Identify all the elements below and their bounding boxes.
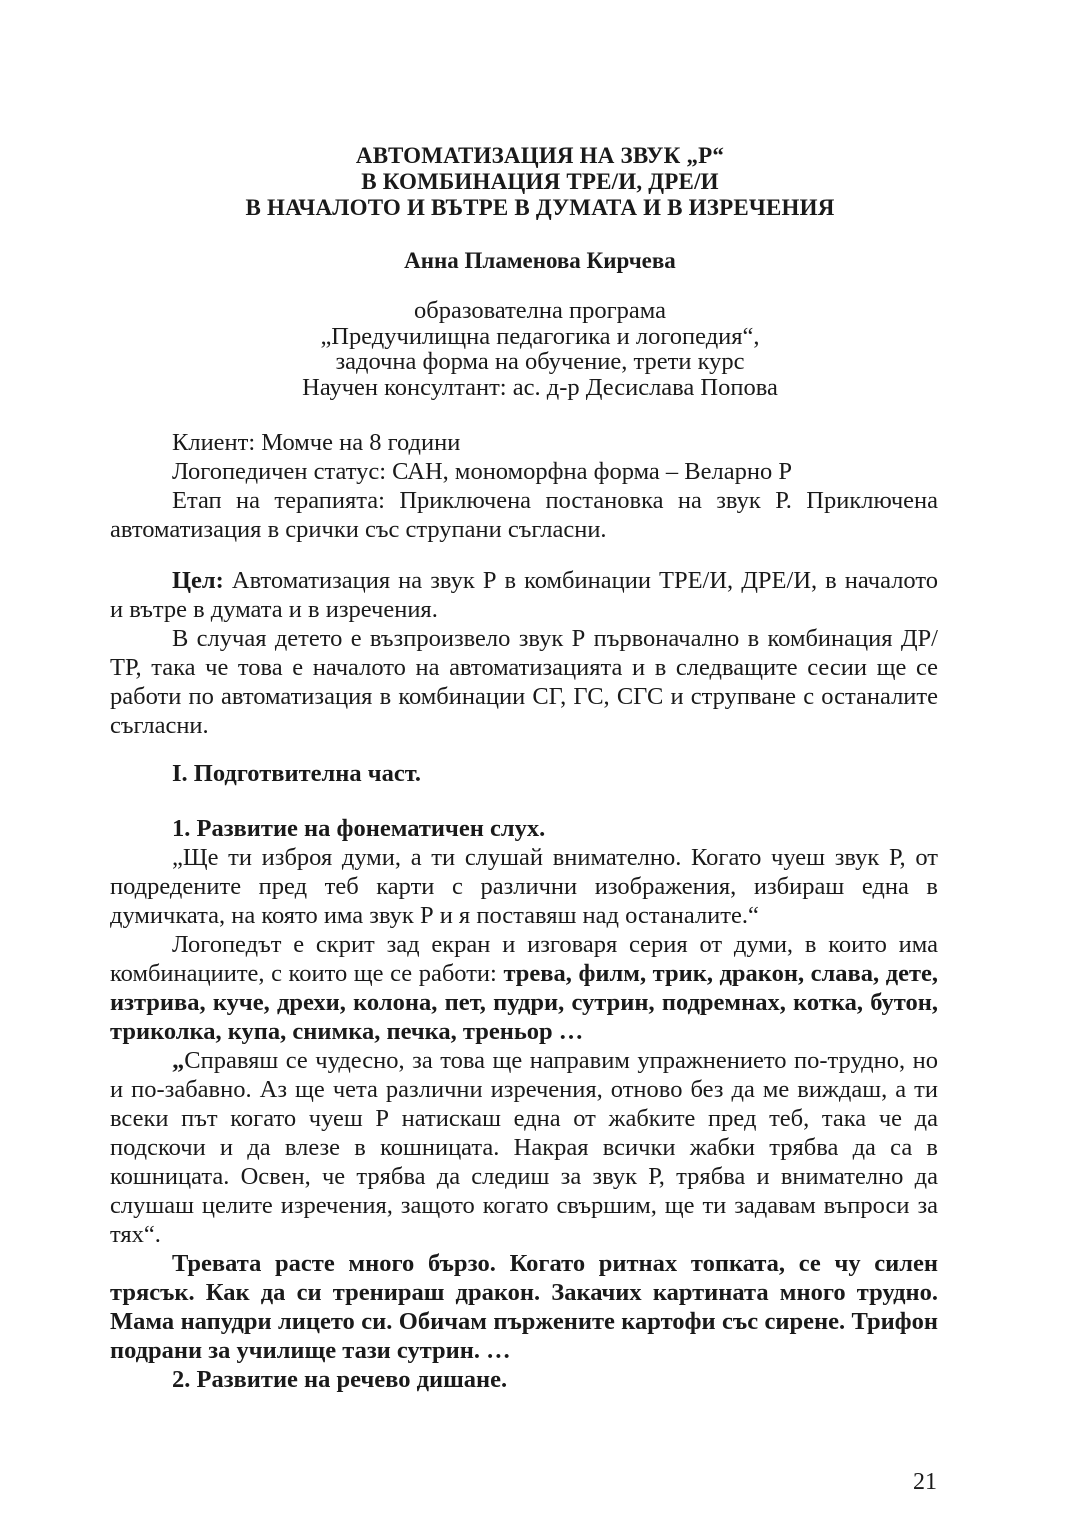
client-line: Клиент: Момче на 8 години: [172, 429, 461, 456]
subsection-1: [110, 814, 938, 1394]
affiliation-line-1: образователна програма: [413, 297, 667, 324]
status-line: Логопедичен статус: САН, мономорфна форма – Веларно Р: [172, 458, 792, 485]
subsection-2-heading: 2. Развитие на речево дишане.: [172, 1366, 508, 1393]
exercise-paragraph: [110, 1046, 938, 1249]
section-1-heading: I. Подготвителна част.: [172, 760, 422, 787]
exercise-text: Справяш се чудесно, за това ще направим упражнението по-трудно, но и по-забавно. Аз ще чета различни изречения, отново без да ме виждаш, а ти всеки път когато чуеш Р натискаш една от жабките пред теб, така че да подскочи и да влезе в кошницата. Накрая всички жабки трябва да са в кошницата. Освен, че трябва да следиш за звук Р, трябва и внимателно да слушаш целите изречения, защото когато свършим, ще ти задавам въпроси за тях“.: [110, 1047, 938, 1248]
goal-section: [110, 566, 938, 740]
goal-text: Автоматизация на звук Р в комбинации ТРЕ/И, ДРЕ/И, в началото и вътре в думата и в изречения.: [110, 567, 938, 623]
affiliation-line-3: задочна форма на обучение, трети курс: [335, 348, 745, 375]
affiliation-line-4: Научен консултант: ас. д-р Десислава Попова: [302, 373, 778, 401]
exercise-quote-mark: „: [172, 1047, 185, 1074]
words-list: трева, филм, трик, дракон, слава, дете, изтрива, куче, дрехи, колона, пет, пудри, сутрин, подремнах, котка, бутон, триколка, купа, снимка, печка, треньор …: [110, 960, 938, 1045]
affiliation-line-2: „Предучилищна педагогика и логопедия“,: [320, 322, 760, 350]
subsection-1-heading: 1. Развитие на фонематичен слух.: [172, 815, 546, 842]
words-paragraph: [110, 930, 938, 1046]
goal-explanation: В случая детето е възпроизвело звук Р първоначално в комбинация ДР/ТР, така че това е началото на автоматизацията и в следващите сесии ще се работи по автоматизация в комбинации СГ, ГС, СГС и струпване с останалите съгласни.: [110, 625, 938, 739]
title-line-2: В КОМБИНАЦИЯ ТРЕ/И, ДРЕ/И: [361, 169, 719, 194]
article-title: [140, 143, 940, 221]
instruction-paragraph: „Ще ти изброя думи, а ти слушай внимателно. Когато чуеш звук Р, от подредените пред теб карти с различни изображения, избираш една в думичката, на която има звук Р и я поставяш над останалите.“: [110, 844, 938, 929]
author-name: Анна Пламенова Кирчева: [404, 248, 676, 273]
title-line-1: АВТОМАТИЗАЦИЯ НА ЗВУК „Р“: [355, 143, 725, 168]
goal-label: Цел:: [172, 567, 224, 594]
section-1: [110, 759, 938, 788]
goal-paragraph: [110, 566, 938, 624]
client-info: [110, 428, 938, 544]
page-number: 21: [913, 1469, 937, 1495]
title-line-3: В НАЧАЛОТО И ВЪТРЕ В ДУМАТА И В ИЗРЕЧЕНИЯ: [245, 195, 835, 220]
stage-line: Етап на терапията: Приключена постановка на звук Р. Приключена автоматизация в срички със струпани съгласни.: [110, 487, 938, 543]
sentences-paragraph: Тревата расте много бързо. Когато ритнах топката, се чу силен трясък. Как да си тренираш дракон. Закачих картината много трудно. Мама напудри лицето си. Обичам пържените картофи със сирене. Трифон подрани за училище тази сутрин. …: [110, 1250, 938, 1364]
affiliation-block: [140, 298, 940, 400]
words-intro: Логопедът е скрит зад екран и изговаря серия от думи, в които има комбинациите, с които ще се работи:: [110, 931, 938, 987]
